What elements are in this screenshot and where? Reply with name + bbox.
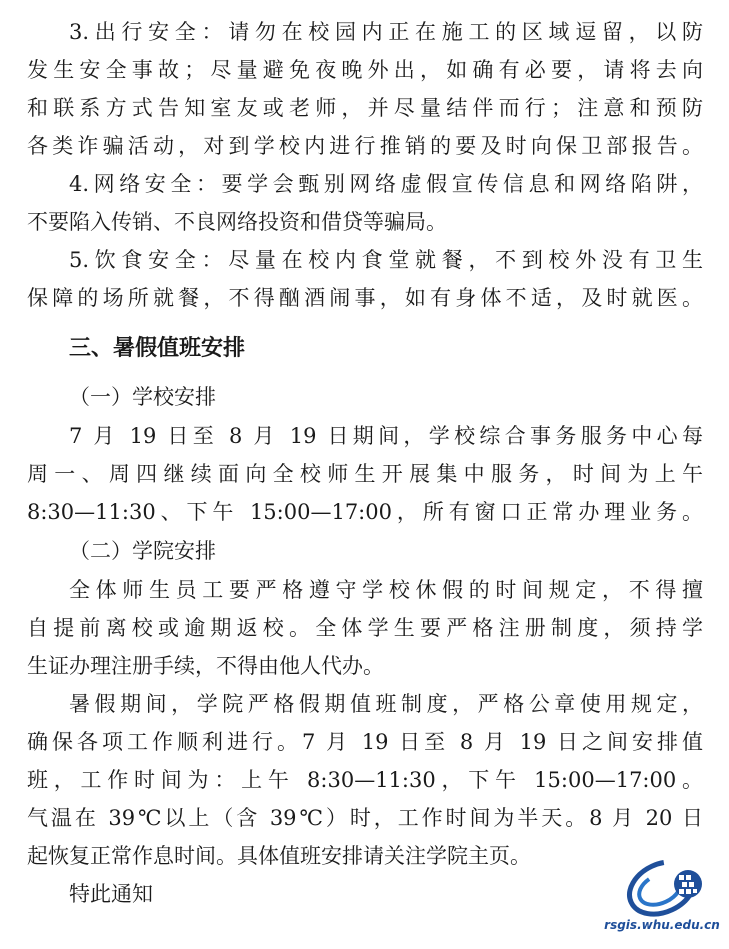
- para-duty-line: 确保各项工作顺利进行。7 月 19 日至 8 月 19 日之间安排值: [27, 730, 703, 754]
- closing-text: 特此通知: [69, 882, 153, 906]
- subsection-heading-college: （二）学院安排: [69, 539, 216, 563]
- watermark-url: rsgis.whu.edu.cn: [604, 918, 720, 932]
- para-college-line: 生证办理注册手续，不得由他人代办。: [27, 654, 384, 678]
- para-travel-line: 发生安全事故；尽量避免夜晚外出，如确有必要，请将去向: [27, 58, 703, 82]
- para-school-line: 周一、周四继续面向全校师生开展集中服务，时间为上午: [27, 462, 703, 486]
- para-college-line: 全体师生员工要严格遵守学校休假的时间规定，不得擅: [69, 578, 703, 602]
- para-network-line: 4.网络安全：要学会甄别网络虚假宣传信息和网络陷阱，: [69, 172, 703, 196]
- para-travel-line: 各类诈骗活动，对到学校内进行推销的要及时向保卫部报告。: [27, 134, 703, 158]
- para-travel-line: 3.出行安全：请勿在校园内正在施工的区域逗留，以防: [69, 20, 703, 44]
- para-school-line: 8:30—11:30、下午 15:00—17:00，所有窗口正常办理业务。: [27, 500, 703, 524]
- section-heading: 三、暑假值班安排: [69, 336, 246, 361]
- subsection-heading-school: （一）学校安排: [69, 385, 216, 409]
- para-duty-line: 班，工作时间为：上午 8:30—11:30，下午 15:00—17:00。: [27, 768, 703, 792]
- para-college-line: 自提前离校或逾期返校。全体学生要严格注册制度，须持学: [27, 616, 703, 640]
- para-duty-line: 气温在 39℃以上（含 39℃）时，工作时间为半天。8 月 20 日: [27, 806, 703, 830]
- para-travel-line: 和联系方式告知室友或老师，并尽量结伴而行；注意和预防: [27, 96, 703, 120]
- para-school-line: 7 月 19 日至 8 月 19 日期间，学校综合事务服务中心每: [69, 424, 703, 448]
- para-food-line: 保障的场所就餐，不得酗酒闹事，如有身体不适，及时就医。: [27, 286, 703, 310]
- school-logo-icon: [622, 858, 714, 918]
- para-network-line: 不要陷入传销、不良网络投资和借贷等骗局。: [27, 210, 447, 234]
- para-duty-line: 暑假期间，学院严格假期值班制度，严格公章使用规定，: [69, 692, 703, 716]
- para-food-line: 5.饮食安全：尽量在校内食堂就餐，不到校外没有卫生: [69, 248, 703, 272]
- para-duty-line: 起恢复正常作息时间。具体值班安排请关注学院主页。: [27, 844, 531, 868]
